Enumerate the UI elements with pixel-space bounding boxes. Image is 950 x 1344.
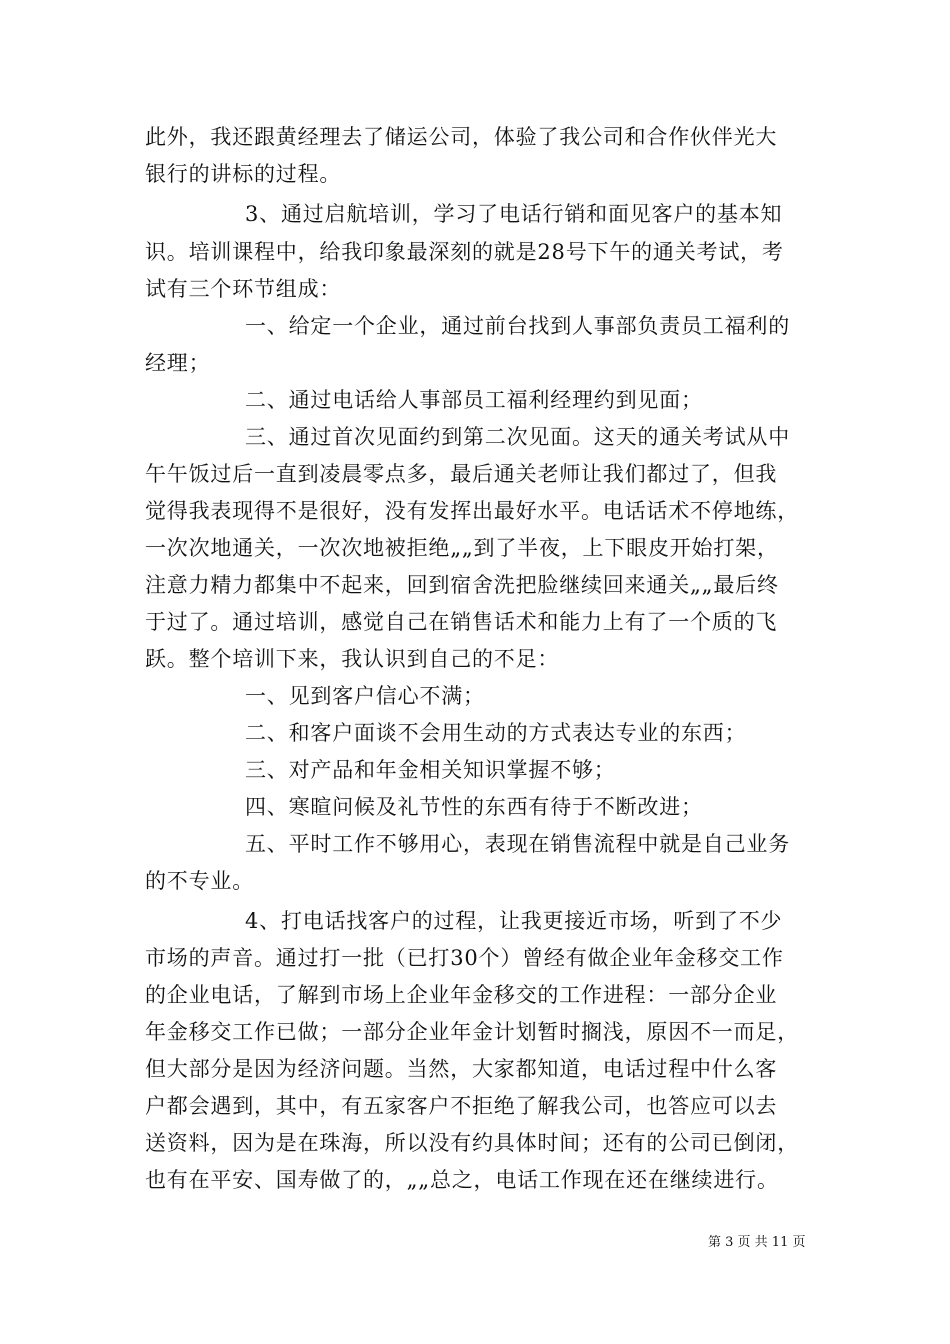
text-line: 识。培训课程中，给我印象最深刻的就是28号下午的通关考试，考 xyxy=(145,240,784,264)
text-line: 年金移交工作已做；一部分企业年金计划暂时搁浅，原因不一而足， xyxy=(145,1020,799,1044)
text-line: 觉得我表现得不是很好，没有发挥出最好水平。电话话术不停地练， xyxy=(145,499,799,523)
text-line: 午午饭过后一直到凌晨零点多，最后通关老师让我们都过了，但我 xyxy=(145,462,778,486)
page-number-footer: 第 3 页 共 11 页 xyxy=(708,1235,806,1250)
text-line: 注意力精力都集中不起来，回到宿舍洗把脸继续回来通关„„最后终 xyxy=(145,573,779,597)
text-line: 一、给定一个企业，通过前台找到人事部负责员工福利的 xyxy=(245,314,790,338)
text-line: 一次次地通关，一次次地被拒绝„„到了半夜，上下眼皮开始打架， xyxy=(145,536,779,560)
text-line: 3、通过启航培训，学习了电话行销和面见客户的基本知 xyxy=(245,202,783,226)
text-line: 二、和客户面谈不会用生动的方式表达专业的东西； xyxy=(245,721,747,745)
text-line: 的不专业。 xyxy=(145,869,254,893)
text-line: 跃。整个培训下来，我认识到自己的不足： xyxy=(145,647,560,671)
text-line: 一、见到客户信心不满； xyxy=(245,684,485,708)
text-line: 试有三个环节组成： xyxy=(145,277,342,301)
text-line: 五、平时工作不够用心，表现在销售流程中就是自己业务 xyxy=(245,832,790,856)
text-line: 三、通过首次见面约到第二次见面。这天的通关考试从中 xyxy=(245,425,790,449)
text-line: 户都会遇到，其中，有五家客户不拒绝了解我公司，也答应可以去 xyxy=(145,1094,778,1118)
text-line: 送资料，因为是在珠海，所以没有约具体时间；还有的公司已倒闭， xyxy=(145,1131,799,1155)
text-line: 也有在平安、国寿做了的，„„总之，电话工作现在还在继续进行。 xyxy=(145,1168,779,1192)
text-line: 的企业电话，了解到市场上企业年金移交的工作进程：一部分企业 xyxy=(145,983,778,1007)
text-line: 市场的声音。通过打一批（已打30个）曾经有做企业年金移交工作 xyxy=(145,946,784,970)
text-line: 三、对产品和年金相关知识掌握不够； xyxy=(245,758,616,782)
text-line: 于过了。通过培训，感觉自己在销售话术和能力上有了一个质的飞 xyxy=(145,610,778,634)
text-line: 此外，我还跟黄经理去了储运公司，体验了我公司和合作伙伴光大 xyxy=(145,125,778,149)
text-line: 4、打电话找客户的过程，让我更接近市场，听到了不少 xyxy=(245,909,783,933)
text-line: 银行的讲标的过程。 xyxy=(145,162,342,186)
text-line: 二、通过电话给人事部员工福利经理约到见面； xyxy=(245,388,703,412)
text-line: 经理； xyxy=(145,351,211,375)
text-line: 四、寒暄问候及礼节性的东西有待于不断改进； xyxy=(245,795,703,819)
text-line: 但大部分是因为经济问题。当然，大家都知道，电话过程中什么客 xyxy=(145,1057,778,1081)
